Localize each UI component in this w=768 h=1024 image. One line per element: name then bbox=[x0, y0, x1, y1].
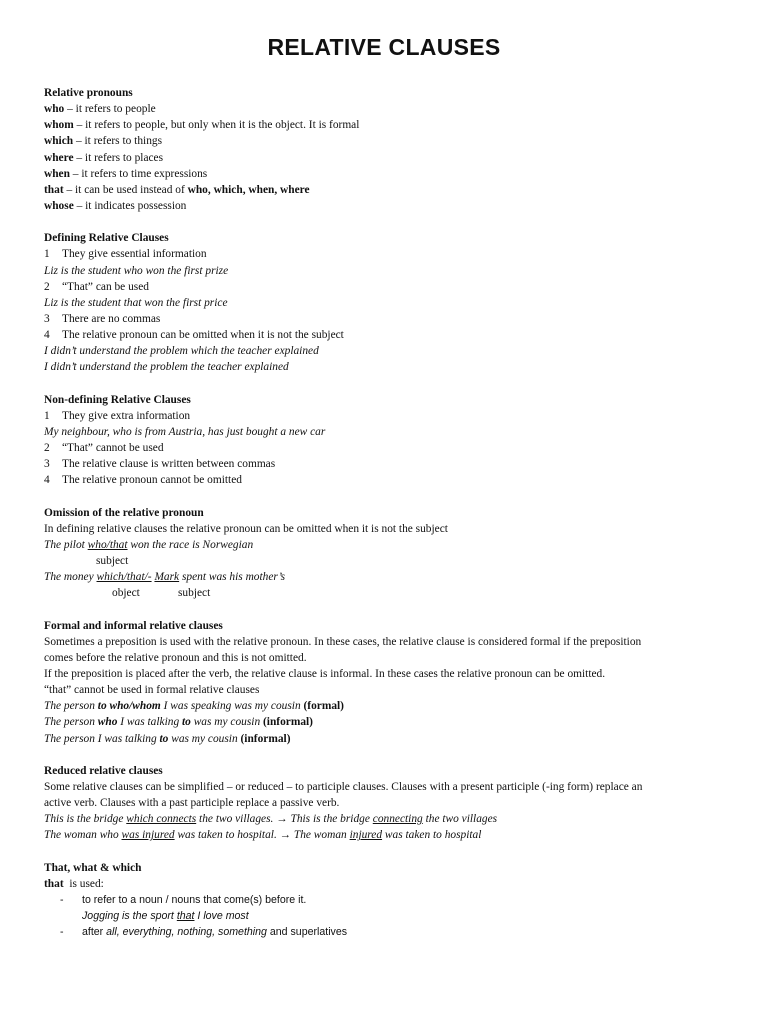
omission-example-2 bbox=[44, 569, 734, 585]
non-defining-point-3 bbox=[44, 456, 734, 472]
underlined-text: injured bbox=[349, 829, 383, 842]
reduced-paragraph-line: Some relative clauses can be simplified – or reduced – to participle clauses. Clauses with a present participle (-ing form) replace an bbox=[44, 781, 643, 794]
point-text: The relative pronoun can be omitted when it is not the subject bbox=[62, 329, 344, 342]
list-item-example bbox=[44, 908, 734, 924]
pronoun-desc: – it can be used instead of bbox=[63, 183, 188, 196]
non-defining-point-4 bbox=[44, 472, 734, 488]
document-body bbox=[44, 85, 734, 940]
pronoun-word: whom bbox=[44, 119, 74, 132]
point-number: 4 bbox=[44, 474, 50, 487]
example-text: I was talking bbox=[117, 716, 182, 729]
point-text: The relative pronoun cannot be omitted bbox=[62, 474, 242, 487]
pronoun-which bbox=[44, 133, 734, 149]
underlined-text: connecting bbox=[372, 813, 423, 826]
pronoun-desc: – it refers to people, but only when it is the object. It is formal bbox=[73, 119, 360, 132]
example-text: the two villages. → This is the bridge bbox=[196, 813, 373, 826]
dash-bullet: - bbox=[60, 926, 64, 939]
pronoun-word: whose bbox=[44, 199, 74, 212]
pronoun-desc: – it refers to time expressions bbox=[69, 167, 208, 180]
point-number: 1 bbox=[44, 248, 50, 261]
point-text: “That” cannot be used bbox=[62, 442, 164, 455]
underlined-pronoun: which/that/- bbox=[96, 571, 152, 584]
example-text: spent was his mother’s bbox=[179, 571, 286, 584]
formal-paragraph-line: “that” cannot be used in formal relative clauses bbox=[44, 684, 260, 697]
example-text: won the race is Norwegian bbox=[127, 538, 254, 551]
defining-example-2: Liz is the student that won the first price bbox=[44, 296, 228, 309]
pronoun-desc: – it refers to places bbox=[73, 151, 164, 164]
underlined-subject: Mark bbox=[154, 571, 180, 584]
example-text: The person bbox=[44, 700, 98, 713]
formal-example-3 bbox=[44, 731, 734, 747]
list-item-text: and superlatives bbox=[266, 926, 348, 939]
pronoun-desc: – it indicates possession bbox=[73, 199, 187, 212]
intro-text: is used: bbox=[63, 877, 104, 890]
example-text: I love most bbox=[194, 910, 249, 923]
defining-example-3: I didn’t understand the problem which the teacher explained bbox=[44, 345, 319, 358]
list-item-italic: all, everything, nothing, something bbox=[106, 926, 267, 939]
point-number: 2 bbox=[44, 280, 50, 293]
example-text: The woman who bbox=[44, 829, 122, 842]
list-item bbox=[44, 892, 734, 908]
omission-label-row-2 bbox=[44, 585, 734, 601]
underlined-text: that bbox=[176, 910, 195, 923]
pronoun-desc: – it refers to people bbox=[64, 103, 156, 116]
non-defining-point-1 bbox=[44, 408, 734, 424]
list-item-text: to refer to a noun / nouns that come(s) before it. bbox=[82, 894, 307, 907]
example-text: was taken to hospital. → The woman bbox=[174, 829, 350, 842]
example-text: The person bbox=[44, 716, 98, 729]
point-text: The relative clause is written between commas bbox=[62, 458, 276, 471]
formal-paragraph-line: Sometimes a preposition is used with the relative pronoun. In these cases, the relative clause is considered formal if the preposition bbox=[44, 635, 642, 648]
point-number: 3 bbox=[44, 458, 50, 471]
example-text: was taken to hospital bbox=[382, 829, 482, 842]
underlined-text: was injured bbox=[121, 829, 175, 842]
underlined-text: which connects bbox=[126, 813, 197, 826]
omission-intro: In defining relative clauses the relative pronoun can be omitted when it is not the subject bbox=[44, 522, 448, 535]
pronoun-whom bbox=[44, 117, 734, 133]
section-heading-relative-pronouns: Relative pronouns bbox=[44, 87, 133, 99]
page-title: RELATIVE CLAUSES bbox=[267, 34, 501, 60]
grammar-label-object: object bbox=[112, 587, 140, 600]
defining-point-4 bbox=[44, 327, 734, 343]
pronoun-that bbox=[44, 182, 734, 198]
pronoun-word: when bbox=[44, 167, 70, 180]
pronoun-word: which bbox=[44, 135, 74, 148]
underlined-pronoun: who/that bbox=[87, 538, 128, 551]
emphasis-text: to who/whom bbox=[97, 700, 161, 713]
section-heading-that-what-which: That, what & which bbox=[44, 861, 142, 874]
emphasis-text: to bbox=[181, 716, 191, 729]
example-text: The money bbox=[44, 571, 97, 584]
that-intro bbox=[44, 876, 734, 892]
omission-example-1 bbox=[44, 537, 734, 553]
register-tag: (formal) bbox=[303, 700, 344, 713]
pronoun-where bbox=[44, 150, 734, 166]
point-number: 4 bbox=[44, 329, 50, 342]
section-heading-formal-informal: Formal and informal relative clauses bbox=[44, 619, 223, 632]
point-text: They give extra information bbox=[62, 409, 191, 422]
keyword-that: that bbox=[44, 877, 64, 890]
grammar-label-subject: subject bbox=[96, 555, 129, 568]
defining-example-4: I didn’t understand the problem the teacher explained bbox=[44, 361, 289, 374]
defining-point-3 bbox=[44, 311, 734, 327]
emphasis-text: who bbox=[97, 716, 118, 729]
pronoun-word: who bbox=[44, 103, 65, 116]
pronoun-word: that bbox=[44, 183, 64, 196]
section-heading-non-defining: Non-defining Relative Clauses bbox=[44, 393, 191, 406]
pronoun-who bbox=[44, 101, 734, 117]
grammar-label-subject: subject bbox=[178, 587, 211, 600]
reduced-paragraph-line: active verb. Clauses with a past participle replace a passive verb. bbox=[44, 797, 340, 810]
dash-bullet: - bbox=[60, 894, 64, 907]
non-defining-point-2 bbox=[44, 440, 734, 456]
defining-point-2 bbox=[44, 279, 734, 295]
pronoun-when bbox=[44, 166, 734, 182]
point-number: 1 bbox=[44, 409, 50, 422]
example-text: This is the bridge bbox=[44, 813, 127, 826]
formal-example-2 bbox=[44, 714, 734, 730]
formal-paragraph-line: If the preposition is placed after the verb, the relative clause is informal. In these cases the relative pronoun can be omitted. bbox=[44, 668, 606, 681]
point-text: There are no commas bbox=[62, 312, 161, 325]
example-text: Jogging is the sport bbox=[82, 910, 177, 923]
formal-paragraph-line: comes before the relative pronoun and this is not omitted. bbox=[44, 651, 307, 664]
example-text: The pilot bbox=[44, 538, 88, 551]
pronoun-extra: who, which, when, where bbox=[187, 183, 310, 196]
example-text: was my cousin bbox=[168, 732, 241, 745]
register-tag: (informal) bbox=[263, 716, 313, 729]
point-text: “That” can be used bbox=[62, 280, 149, 293]
reduced-example-2 bbox=[44, 827, 734, 843]
example-text: the two villages bbox=[422, 813, 498, 826]
list-item-text: after bbox=[82, 926, 107, 939]
pronoun-desc: – it refers to things bbox=[73, 135, 163, 148]
point-number: 3 bbox=[44, 312, 50, 325]
non-defining-example-1: My neighbour, who is from Austria, has just bought a new car bbox=[44, 425, 326, 438]
pronoun-whose bbox=[44, 198, 734, 214]
section-heading-omission: Omission of the relative pronoun bbox=[44, 506, 204, 519]
reduced-example-1 bbox=[44, 811, 734, 827]
example-text: I was speaking was my cousin bbox=[160, 700, 304, 713]
point-number: 2 bbox=[44, 442, 50, 455]
example-text: The person I was talking bbox=[44, 732, 160, 745]
omission-label-row-1 bbox=[44, 553, 734, 569]
register-tag: (informal) bbox=[240, 732, 291, 745]
defining-example-1: Liz is the student who won the first prize bbox=[44, 264, 229, 277]
example-text: was my cousin bbox=[190, 716, 263, 729]
pronoun-word: where bbox=[44, 151, 74, 164]
point-text: They give essential information bbox=[62, 248, 207, 261]
section-heading-defining: Defining Relative Clauses bbox=[44, 232, 169, 245]
emphasis-text: to bbox=[159, 732, 169, 745]
defining-point-1 bbox=[44, 246, 734, 262]
formal-example-1 bbox=[44, 698, 734, 714]
list-item bbox=[44, 924, 734, 940]
section-heading-reduced: Reduced relative clauses bbox=[44, 764, 163, 777]
